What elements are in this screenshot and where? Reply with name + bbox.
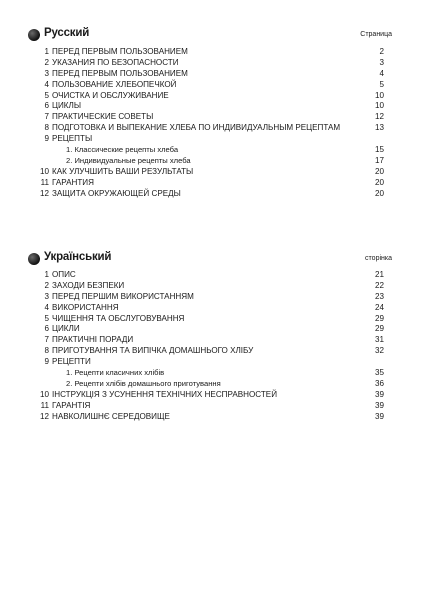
toc-entry-title: ГАРАНТІЯ: [52, 400, 91, 410]
toc-entry-page: 20: [374, 166, 384, 176]
toc-entry-page: 29: [374, 313, 384, 323]
toc-entry: [28, 314, 392, 325]
toc-list: [28, 270, 392, 422]
toc-entry-number: 6: [44, 324, 49, 334]
toc-subentry: [28, 379, 392, 390]
toc-entry-page: 17: [374, 155, 384, 165]
toc-entry: [28, 134, 392, 145]
toc-entry: [28, 47, 392, 58]
toc-entry-title: ПЕРЕД ПЕРШИМ ВИКОРИСТАННЯМ: [52, 291, 194, 301]
toc-entry-page: 13: [374, 123, 384, 133]
toc-entry-number: 8: [44, 123, 49, 133]
toc-entry: [28, 281, 392, 292]
toc-entry-page: 10: [374, 90, 384, 100]
toc-entry-title: ПРИГОТУВАННЯ ТА ВИПІЧКА ДОМАШНЬОГО ХЛІБУ: [52, 346, 254, 356]
toc-entry: [28, 189, 392, 200]
toc-entry-page: 22: [374, 280, 384, 290]
toc-entry-title: 1. Классические рецепты хлеба: [66, 145, 179, 155]
toc-entry: [28, 335, 392, 346]
section-ukrainian: [28, 252, 392, 422]
toc-entry-page: 23: [374, 291, 384, 301]
toc-entry-title: РЕЦЕПТЫ: [52, 134, 93, 144]
section-russian: [28, 28, 392, 199]
toc-entry-number: 9: [44, 357, 49, 367]
bullet-icon: [28, 253, 40, 265]
toc-entry-page: 35: [374, 368, 384, 378]
toc-entry-page: 4: [379, 68, 384, 78]
toc-entry-number: 5: [44, 313, 49, 323]
toc-entry: [28, 101, 392, 112]
toc-entry-number: 11: [40, 400, 49, 410]
toc-entry: [28, 123, 392, 134]
toc-entry-page: 24: [374, 302, 384, 312]
toc-entry-title: ЦИКЛИ: [52, 324, 80, 334]
toc-entry-title: ЧИЩЕННЯ ТА ОБСЛУГОВУВАННЯ: [52, 313, 185, 323]
toc-entry-number: 10: [39, 389, 49, 399]
toc-entry: [28, 401, 392, 412]
toc-entry-number: 4: [44, 302, 49, 312]
bullet-icon: [28, 29, 40, 41]
toc-entry: [28, 346, 392, 357]
toc-entry-title: ПРАКТИЧНІ ПОРАДИ: [52, 335, 134, 345]
toc-entry: [28, 178, 392, 189]
toc-entry-title: ОПИС: [52, 270, 76, 279]
toc-entry-page: 39: [374, 400, 384, 410]
toc-entry-number: 2: [44, 280, 49, 290]
toc-subentry: [28, 145, 392, 156]
section-header: [28, 28, 392, 44]
toc-entry-page: 31: [374, 335, 384, 345]
toc-entry-number: 12: [39, 411, 49, 421]
section-header: [28, 252, 392, 268]
toc-entry-title: ЗАХОДИ БЕЗПЕКИ: [52, 280, 125, 290]
toc-entry-page: 3: [379, 57, 384, 67]
toc-entry: [28, 80, 392, 91]
toc-entry: [28, 324, 392, 335]
toc-entry-page: 39: [374, 411, 384, 421]
toc-entry-title: 2. Индивидуальные рецепты хлеба: [66, 155, 191, 165]
toc-entry-number: 2: [44, 57, 49, 67]
page-column-header: сторінка: [365, 255, 392, 262]
toc-entry-page: 12: [374, 112, 384, 122]
toc-subentry: [28, 156, 392, 167]
toc-entry-number: 6: [44, 101, 49, 111]
toc-entry: [28, 357, 392, 368]
toc-entry-title: УКАЗАНИЯ ПО БЕЗОПАСНОСТИ: [52, 57, 179, 67]
toc-entry-title: ОЧИСТКА И ОБСЛУЖИВАНИЕ: [52, 90, 169, 100]
toc-entry-title: 1. Рецепти класичних хлібів: [66, 368, 165, 378]
toc-entry-number: 11: [40, 177, 49, 187]
toc-entry-number: 1: [44, 47, 49, 56]
toc-list: [28, 47, 392, 199]
toc-entry: [28, 412, 392, 423]
page-column-header: Страница: [360, 31, 392, 38]
toc-entry-page: 36: [374, 378, 384, 388]
toc-entry: [28, 69, 392, 80]
toc-entry-title: ВИКОРИСТАННЯ: [52, 302, 119, 312]
toc-entry-number: 3: [44, 68, 49, 78]
toc-entry-number: 1: [44, 270, 49, 279]
toc-entry: [28, 292, 392, 303]
toc-entry-title: РЕЦЕПТИ: [52, 357, 91, 367]
toc-entry-number: 3: [44, 291, 49, 301]
toc-entry-page: 39: [374, 389, 384, 399]
toc-entry-page: 15: [374, 145, 384, 155]
toc-entry-title: ПЕРЕД ПЕРВЫМ ПОЛЬЗОВАНИЕМ: [52, 47, 188, 56]
toc-entry-title: 2. Рецепти хлібів домашнього приготування: [66, 378, 221, 388]
section-title: Український: [44, 251, 112, 263]
toc-entry-page: 2: [379, 47, 384, 56]
toc-entry-number: 7: [44, 335, 49, 345]
toc-entry-page: 10: [374, 101, 384, 111]
toc-entry-page: 29: [374, 324, 384, 334]
toc-entry: [28, 303, 392, 314]
toc-entry-number: 8: [44, 346, 49, 356]
toc-entry-title: ПРАКТИЧЕСКИЕ СОВЕТЫ: [52, 112, 154, 122]
toc-entry: [28, 112, 392, 123]
toc-entry: [28, 91, 392, 102]
toc-entry-title: НАВКОЛИШНЄ СЕРЕДОВИЩЕ: [52, 411, 170, 421]
toc-entry-number: 12: [39, 188, 49, 198]
toc-entry-number: 10: [39, 166, 49, 176]
toc-entry-page: 20: [374, 188, 384, 198]
toc-entry-title: ПОЛЬЗОВАНИЕ ХЛЕБОПЕЧКОЙ: [52, 79, 177, 89]
toc-entry-page: 32: [374, 346, 384, 356]
toc-entry-number: 5: [44, 90, 49, 100]
toc-entry-title: ПЕРЕД ПЕРВЫМ ПОЛЬЗОВАНИЕМ: [52, 68, 188, 78]
toc-entry-number: 4: [44, 79, 49, 89]
toc-entry-page: 21: [374, 270, 384, 279]
toc-entry-title: ЗАЩИТА ОКРУЖАЮЩЕЙ СРЕДЫ: [52, 188, 181, 198]
toc-entry-title: ГАРАНТИЯ: [52, 177, 94, 187]
toc-subentry: [28, 368, 392, 379]
toc-entry-number: 7: [44, 112, 49, 122]
toc-entry: [28, 270, 392, 281]
toc-entry-title: ПОДГОТОВКА И ВЫПЕКАНИЕ ХЛЕБА ПО ИНДИВИДУАЛЬНЫМ РЕЦЕПТАМ: [52, 123, 341, 133]
toc-entry-page: 20: [374, 177, 384, 187]
toc-entry: [28, 58, 392, 69]
toc-entry-title: КАК УЛУЧШИТЬ ВАШИ РЕЗУЛЬТАТЫ: [52, 166, 194, 176]
toc-entry-number: 9: [44, 134, 49, 144]
toc-entry: [28, 390, 392, 401]
toc-entry: [28, 167, 392, 178]
toc-entry-title: ІНСТРУКЦІЯ З УСУНЕННЯ ТЕХНІЧНИХ НЕСПРАВНОСТЕЙ: [52, 389, 278, 399]
section-title: Русский: [44, 27, 90, 39]
toc-entry-page: 5: [379, 79, 384, 89]
toc-entry-title: ЦИКЛЫ: [52, 101, 81, 111]
